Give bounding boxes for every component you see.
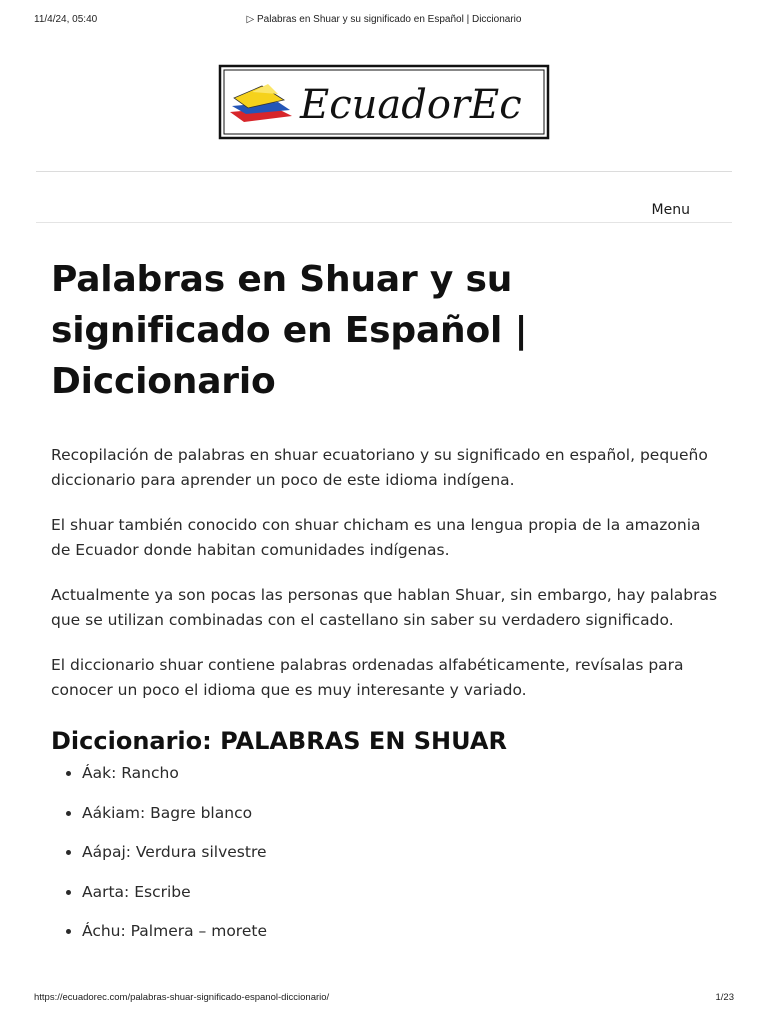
article-title: Palabras en Shuar y su significado en Español | Diccionario <box>51 259 528 402</box>
site-logo[interactable] <box>218 64 550 140</box>
page-url: https://ecuadorec.com/palabras-shuar-significado-espanol-diccionario/ <box>34 992 330 1003</box>
paragraph: El diccionario shuar contiene palabras ordenadas alfabéticamente, revísalas para conocer un poco el idioma que es muy interesante y variado. <box>51 656 684 699</box>
menu-divider <box>36 222 732 223</box>
dictionary-list <box>51 762 723 942</box>
print-footer <box>34 992 734 1006</box>
page-number: 1/23 <box>715 992 734 1003</box>
print-datetime: 11/4/24, 05:40 <box>34 14 98 25</box>
print-header <box>34 14 734 30</box>
list-item: • Aápaj: Verdura silvestre <box>82 841 723 863</box>
list-item: • Aákiam: Bagre blanco <box>82 802 723 824</box>
paragraph: Recopilación de palabras en shuar ecuatoriano y su significado en español, pequeño diccionario para aprender un poco de este idioma indígena. <box>51 446 708 489</box>
menu-button[interactable]: Menu <box>651 202 690 218</box>
list-item: • Áchu: Palmera – morete <box>82 920 723 942</box>
logo-graphic <box>218 64 550 140</box>
print-page-title: ▷ Palabras en Shuar y su significado en Español | Diccionario <box>246 14 522 25</box>
header-divider <box>36 171 732 172</box>
paragraph: El shuar también conocido con shuar chicham es una lengua propia de la amazonia de Ecuador donde habitan comunidades indígenas. <box>51 516 701 559</box>
article-content <box>51 254 723 960</box>
logo-wordmark: EcuadorEc <box>300 82 522 128</box>
section-heading: Diccionario: PALABRAS EN SHUAR <box>51 727 507 755</box>
article-intro <box>51 443 723 702</box>
paragraph: Actualmente ya son pocas las personas que hablan Shuar, sin embargo, hay palabras que se utilizan combinadas con el castellano sin saber su verdadero significado. <box>51 586 718 629</box>
list-item: • Aarta: Escribe <box>82 881 723 903</box>
list-item: • Áak: Rancho <box>82 762 723 784</box>
